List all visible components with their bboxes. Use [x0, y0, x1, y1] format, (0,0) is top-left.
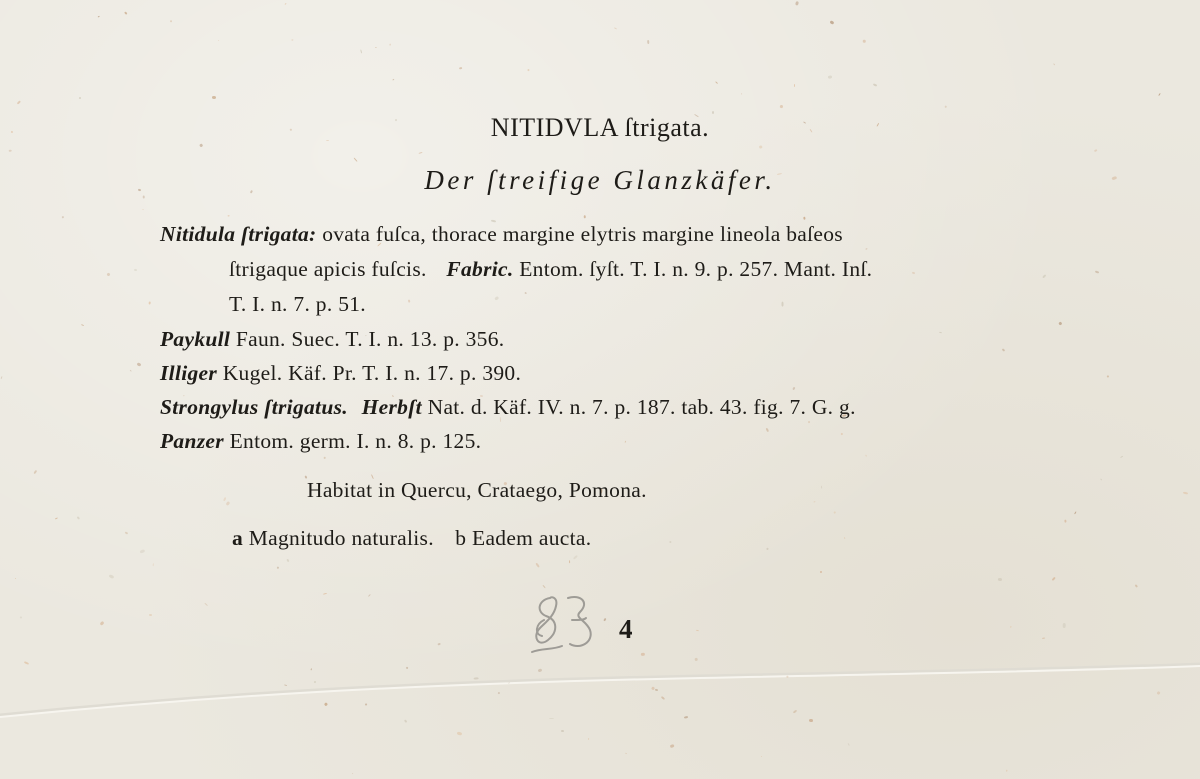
author-panzer: Panzer	[160, 429, 224, 453]
entry-text: T. I. n. 7. p. 51.	[229, 292, 366, 316]
note-b-text: Eadem aucta.	[472, 526, 592, 550]
entry-text: ovata fuſca, thorace margine elytris margine lineola baſeos	[316, 222, 843, 246]
paper-fiber	[945, 105, 947, 107]
note-a-text: Magnitudo naturalis.	[248, 526, 434, 550]
entry-text: Kugel. Käf. Pr. T. I. n. 17. p. 390.	[217, 361, 522, 385]
note-b-letter: b	[455, 526, 467, 550]
habitat-line: Habitat in Quercu, Crataego, Pomona.	[307, 478, 647, 502]
paper-fiber	[549, 718, 554, 719]
entry-text: Entom. germ. I. n. 8. p. 125.	[223, 429, 482, 453]
entry-text: ſtrigaque apicis fuſcis.	[229, 257, 427, 281]
entry-illiger	[160, 361, 521, 386]
paper-fiber	[437, 642, 440, 645]
author-illiger: Illiger	[160, 361, 218, 385]
paper-fiber	[863, 40, 866, 43]
entry-paykull	[160, 327, 504, 352]
paper-fiber	[1010, 625, 1011, 627]
page-subtitle: Der ſtreifige Glanzkäfer.	[424, 165, 776, 195]
entry-text: Faun. Suec. T. I. n. 13. p. 356.	[230, 327, 505, 351]
entry-strongylus	[160, 395, 856, 420]
pencil-mark-stamp	[528, 590, 602, 656]
note-a-letter: a	[232, 526, 244, 550]
paper-fiber	[310, 668, 312, 671]
author-paykull: Paykull	[160, 327, 231, 351]
paper-fiber	[820, 571, 822, 573]
figure-notes	[232, 526, 591, 551]
page-title: NITIDVLA ſtrigata.	[490, 113, 710, 142]
paper-fiber	[781, 302, 783, 307]
taxon-name: Nitidula ſtrigata:	[160, 222, 317, 246]
paper-fiber	[647, 40, 650, 44]
entry-nitidula-cont	[229, 257, 872, 282]
paper-fiber	[1183, 491, 1188, 494]
entry-text: Nat. d. Käf. IV. n. 7. p. 187. tab. 43. fig. 7. G. g.	[421, 395, 856, 419]
entry-panzer	[160, 429, 481, 454]
page-number: 4	[619, 614, 633, 644]
entry-text: Entom. ſyſt. T. I. n. 9. p. 257. Mant. Inſ.	[513, 257, 873, 281]
entry-nitidula-cont2	[229, 292, 366, 317]
paper-fiber	[809, 719, 813, 722]
paper-fold-line	[0, 660, 1200, 720]
paper-fiber	[695, 657, 698, 660]
entry-nitidula	[160, 222, 843, 247]
paper-fiber	[474, 677, 479, 680]
paper-fiber	[1006, 770, 1007, 772]
author-fabric: Fabric.	[446, 257, 514, 281]
paper-fiber	[9, 150, 12, 152]
synonym-strongylus: Strongylus ſtrigatus.	[160, 395, 348, 419]
author-herbst: Herbſt	[361, 395, 422, 419]
paper-fiber	[843, 537, 845, 539]
